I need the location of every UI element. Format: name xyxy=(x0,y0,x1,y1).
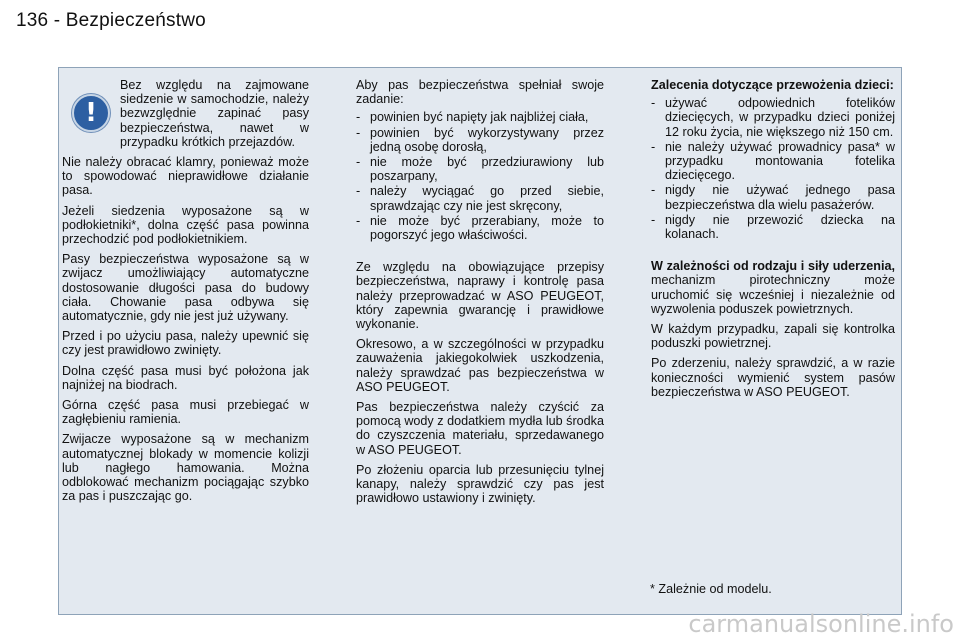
exclamation-icon: ! xyxy=(72,94,110,132)
column-2 xyxy=(356,78,604,511)
list-item: - nie może być przerabiany, może to pogorszyć jego właściwości. xyxy=(356,214,604,242)
intro-text: Bez względu na zajmowane siedzenie w samochodzie, należy bezwzględnie zapinać pasy bezpieczeństwa, nawet w przypadku krótkich przejazdów. xyxy=(120,78,309,149)
paragraph: Okresowo, a w szczególności w przypadku zauważenia jakiegokolwiek uszkodzenia, należy sprawdzać pas bezpieczeństwa w ASO PEUGEOT. xyxy=(356,337,604,394)
paragraph: W każdym przypadku, zapali się kontrolka poduszki powietrznej. xyxy=(651,322,895,351)
paragraph: Zwijacze wyposażone są w mechanizm automatycznej blokady w momencie kolizji lub nagłego hamowania. Można odblokować mechanizm pociągając szybko za pas i puszczając go. xyxy=(62,432,309,504)
list-item: - nie należy używać prowadnicy pasa* w przypadku montowania fotelika dziecięcego. xyxy=(651,140,895,183)
column-3 xyxy=(651,78,895,405)
child-recommendations-list xyxy=(651,96,895,241)
paragraph: Jeżeli siedzenia wyposażone są w podłokietniki*, dolna część pasa powinna przechodzić pod podłokietnikiem. xyxy=(62,203,309,247)
paragraph: Dolna część pasa musi być położona jak najniżej na biodrach. xyxy=(62,363,309,392)
list-item: - nie może być przedziurawiony lub poszarpany, xyxy=(356,155,604,183)
section-heading: Zalecenia dotyczące przewożenia dzieci: xyxy=(651,78,894,92)
paragraph: Przed i po użyciu pasa, należy upewnić się czy jest prawidłowo zwinięty. xyxy=(62,329,309,358)
list-item: - nigdy nie używać jednego pasa bezpieczeństwa dla wielu pasażerów. xyxy=(651,183,895,211)
requirements-list xyxy=(356,110,604,242)
page-title: 136 - Bezpieczeństwo xyxy=(16,10,206,31)
footnote: * Zależnie od modelu. xyxy=(650,582,772,596)
paragraph: Po zderzeniu, należy sprawdzić, a w razie konieczności wymienić system pasów bezpieczeństwa w ASO PEUGEOT. xyxy=(651,356,895,399)
paragraph: Pasy bezpieczeństwa wyposażone są w zwijacz umożliwiający automatyczne dostosowanie długości pasa do budowy ciała. Chowanie pasa odbywa się automatycznie, gdy nie jest już używany. xyxy=(62,252,309,324)
column-1 xyxy=(62,78,309,509)
watermark: carmanualsonline.info xyxy=(688,610,954,638)
impact-paragraph xyxy=(651,259,895,316)
list-item: - należy wyciągać go przed siebie, sprawdzając czy nie jest skręcony, xyxy=(356,184,604,212)
impact-text: mechanizm pirotechniczny może uruchomić się wcześniej i niezależnie od wyzwolenia poduszek powietrznych. xyxy=(651,273,895,316)
list-item: - nigdy nie przewozić dziecka na kolanach. xyxy=(651,213,895,241)
list-item: - powinien być napięty jak najbliżej ciała, xyxy=(356,110,604,124)
paragraph: Nie należy obracać klamry, ponieważ może to spowodować nieprawidłowe działanie pasa. xyxy=(62,155,309,198)
paragraph: Po złożeniu oparcia lub przesunięciu tylnej kanapy, należy sprawdzić czy pas jest prawidłowo ustawiony i zwinięty. xyxy=(356,462,604,506)
impact-bold-text: W zależności od rodzaju i siły uderzenia, xyxy=(651,259,895,274)
paragraph: Ze względu na obowiązujące przepisy bezpieczeństwa, naprawy i kontrolę pasa należy przeprowadzać w ASO PEUGEOT, który zapewnia gwarancję i prawidłowe wykonanie. xyxy=(356,260,604,332)
intro-text: Aby pas bezpieczeństwa spełniał swoje zadanie: xyxy=(356,78,604,107)
list-item: - powinien być wykorzystywany przez jedną osobę dorosłą, xyxy=(356,126,604,154)
content-panel xyxy=(58,67,902,615)
paragraph: Pas bezpieczeństwa należy czyścić za pomocą wody z dodatkiem mydła lub środka do czyszczenia materiału, sprzedawanego w ASO PEUGEOT. xyxy=(356,400,604,457)
list-item: - używać odpowiednich fotelików dziecięcych, w przypadku dzieci poniżej 12 roku życia, nie większego niż 150 cm. xyxy=(651,96,895,139)
warning-box xyxy=(62,78,120,148)
paragraph: Górna część pasa musi przebiegać w zagłębieniu ramienia. xyxy=(62,398,309,427)
